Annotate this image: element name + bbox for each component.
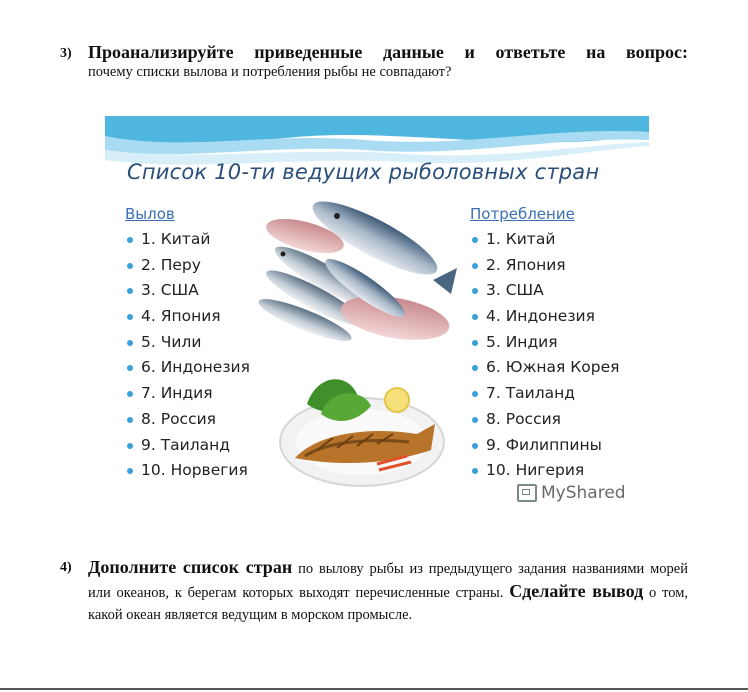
question-4-bold-1: Дополните список стран [88, 557, 293, 577]
list-item: 2. Перу [125, 253, 250, 279]
list-item: 10. Норвегия [125, 458, 250, 484]
list-item: 2. Япония [470, 253, 619, 279]
list-item: 8. Россия [470, 407, 619, 433]
question-text [88, 42, 688, 82]
list-item: 10. Нигерия [470, 458, 619, 484]
consumption-header: Потребление [470, 205, 575, 223]
watermark-text: MyShared [541, 483, 626, 503]
list-item: 4. Индонезия [470, 304, 619, 330]
question-4-body-2: о том, какой океан является ведущим в морском промысле. [88, 585, 688, 623]
list-item: 8. Россия [125, 407, 250, 433]
list-item: 7. Таиланд [470, 381, 619, 407]
slide-title: Список 10-ти ведущих рыболовных стран [127, 160, 600, 184]
consumption-column [470, 205, 619, 484]
question-3 [60, 42, 688, 82]
list-item: 9. Филиппины [470, 433, 619, 459]
question-text [88, 556, 688, 626]
question-3-body: почему списки вылова и потребления рыбы не совпадают? [88, 64, 452, 80]
list-item: 1. Китай [125, 227, 250, 253]
question-number: 4) [60, 560, 72, 575]
consumption-list [470, 227, 619, 484]
myshared-watermark [517, 483, 626, 503]
catch-column [125, 205, 250, 484]
list-item: 5. Индия [470, 330, 619, 356]
list-item: 1. Китай [470, 227, 619, 253]
fishing-countries-slide [105, 116, 649, 520]
list-item: 6. Южная Корея [470, 355, 619, 381]
list-item: 6. Индонезия [125, 355, 250, 381]
list-item: 5. Чили [125, 330, 250, 356]
question-4-body-1: по вылову рыбы из предыдущего задания названиями морей или океанов, к берегам которых выходят перечисленные страны. [88, 561, 689, 601]
raw-fish-illustration [245, 198, 465, 368]
list-item: 7. Индия [125, 381, 250, 407]
question-4 [60, 556, 688, 626]
grilled-fish-plate-illustration [277, 364, 447, 494]
list-item: 3. США [125, 278, 250, 304]
catch-list [125, 227, 250, 484]
list-item: 4. Япония [125, 304, 250, 330]
question-4-bold-2: Сделайте вывод [509, 581, 644, 601]
page-divider [0, 688, 748, 690]
list-item: 9. Таиланд [125, 433, 250, 459]
list-item: 3. США [470, 278, 619, 304]
question-3-bold: Проанализируйте приведенные данные и ответьте на вопрос: [88, 42, 688, 62]
catch-header: Вылов [125, 205, 175, 223]
presentation-icon [517, 484, 537, 502]
question-number: 3) [60, 46, 72, 61]
